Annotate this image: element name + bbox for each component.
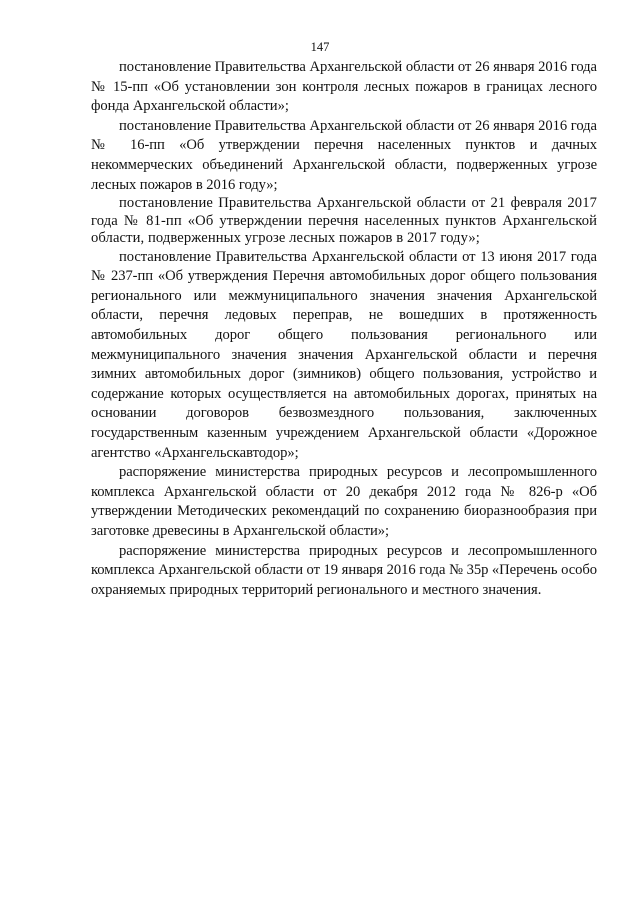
page-number: 147: [310, 40, 330, 54]
paragraph-order-826r: распоряжение министерства природных ресурсов и лесопромышленного комплекса Архангельской области от 20 декабря 2012 года № 826-р «Об утверждении Методических рекомендаций по сохранению биоразнообразия при заготовке древесины в Архангельской области»;: [91, 464, 597, 539]
paragraph-order-35r: распоряжение министерства природных ресурсов и лесопромышленного комплекса Архангельской области от 19 января 2016 года № 35р «Перечень особо охраняемых природных территорий регионального и местного значения.: [91, 542, 597, 598]
paragraph-resolution-16pp: постановление Правительства Архангельской области от 26 января 2016 года № 16-пп «Об утверждении перечня населенных пунктов и дачных некоммерческих объединений Архангельской области, подверженных угрозе лесных пожаров в 2016 году»;: [91, 117, 597, 193]
paragraph-resolution-15pp: постановление Правительства Архангельской области от 26 января 2016 года № 15-пп «Об установлении зон контроля лесных пожаров в границах лесного фонда Архангельской области»;: [91, 59, 597, 115]
paragraph-resolution-81pp: постановление Правительства Архангельской области от 21 февраля 2017 года № 81-пп «Об утверждении перечня населенных пунктов Архангельской области, подверженных угрозе лесных пожаров в 2017 году»;: [91, 195, 597, 247]
paragraph-resolution-237pp: постановление Правительства Архангельской области от 13 июня 2017 года № 237-пп «Об утверждения Перечня автомобильных дорог общего пользования регионального или межмуниципального значения значения Архангельской области, перечня ледовых переправ, не вошедших в протяженность автомобильных дорог общего пользования регионального или межмуниципального значения значения Архангельской области и перечня зимних автомобильных дорог (зимников) общего пользования, устройство и содержание которых осуществляется на автомобильных дорогах, принятых на основании договоров безвозмездного пользования, заключенных государственным казенным учреждением Архангельской области «Дорожное агентство «Архангельскавтодор»;: [91, 248, 597, 461]
document-body: [91, 58, 597, 600]
